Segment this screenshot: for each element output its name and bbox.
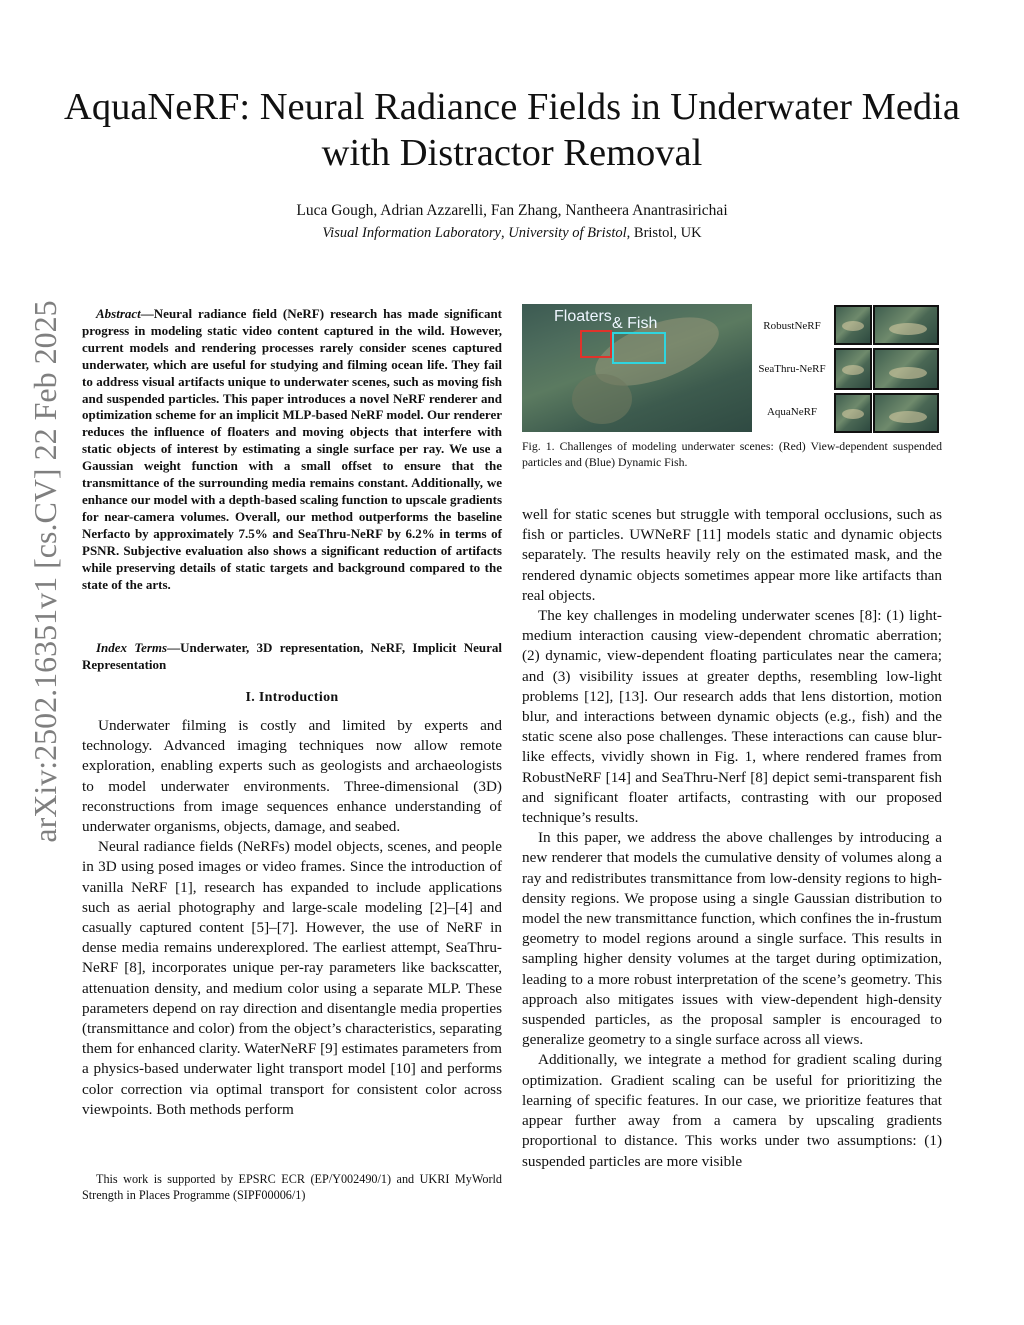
arxiv-stamp [15,0,75,952]
affiliation: Visual Information Laboratory, University of Bristol, Bristol, UK [322,225,702,241]
fish-shape [842,409,864,419]
thumbnail-floaters [834,393,872,433]
thumbnail-floaters [834,348,872,390]
funding-footnote: This work is supported by EPSRC ECR (EP/Y002490/1) and UKRI MyWorld Strength in Places Programme (SIPF00006/1) [82,1172,502,1202]
fish-shape [889,411,927,423]
fish-shape [842,321,864,331]
index-terms-label: Index Terms [96,640,168,655]
floaters-highlight-box [580,330,612,358]
intro-right-column [522,505,942,1172]
thumbnail-fish [873,348,939,390]
thumbnail-floaters [834,305,872,345]
index-terms [82,640,502,674]
fish-shape [842,365,864,375]
thumbnail-fish [873,305,939,345]
figure-row-label: SeaThru-NeRF [758,363,826,375]
paragraph: In this paper, we address the above challenges by introducing a new renderer that models the cumulative density of volumes along a ray and redistributes transmittance from low-density regions to high-density regions. We propose using a single Gaussian distribution to model the new transmittance function, which confines the in-frustum geometry to model regions around a single surface. This results in sampling higher density volumes at the target during optimization, leading to a more robust interpretation of the scene’s geometry. This approach also mitigates issues with view-dependent high-density suspended particles, as the proposal sampler is encouraged to generalize geometry to a single surface across all views. [522,829,942,1049]
figure-row-label: AquaNeRF [766,406,818,418]
figure-row-label: RobustNeRF [763,320,821,332]
paper-title: AquaNeRF: Neural Radiance Fields in Underwater Media with Distractor Removal [64,86,960,174]
abstract-label: Abstract [96,306,141,321]
arxiv-id: arXiv:2502.16351v1 [cs.CV] 22 Feb 2025 [27,300,63,843]
coral-shape [572,374,632,424]
paragraph: Neural radiance fields (NeRFs) model objects, scenes, and people in 3D using posed images or video frames. Since the introduction of vanilla NeRF [1], research has expanded to include applications such as aerial photography and large-scale modeling [2]–[4] and casually captured content [5]–[7]. However, the use of NeRF in dense media remains underexplored. The earliest attempt, SeaThru-NeRF [8], incorporates unique per-ray parameters like backscatter, attenuation density, and medium color using a separate MLP. These parameters depend on ray direction and disentangle media properties (transmittance and color) from the object’s characteristics, separating them for enhanced clarity. WaterNeRF [9] estimates parameters from a physics-based underwater light transport model [10] and performs color correction via optimal transport for consistent color across viewpoints. Both methods perform [82,838,503,1118]
paragraph: Underwater filming is costly and limited by experts and technology. Advanced imaging techniques now allow remote exploration, enabling experts such as geologists and archaeologists to model underwater environments. Three-dimensional (3D) reconstructions from image sequences enhance understanding of underwater organisms, objects, damage, and seabed. [82,717,502,836]
fish-label: & Fish [612,315,658,332]
abstract [82,306,502,593]
thumbnail-fish [873,393,939,433]
affiliation-university: University of Bristol [508,225,627,241]
paragraph: Additionally, we integrate a method for gradient scaling during optimization. Gradient scaling can be useful for prioritizing the learning of specific features. In our case, we prioritize features that appear further away from a camera by upscaling gradients proportional to distance. This works under two assumptions: (1) suspended particles are more visible [522,1051,942,1170]
index-terms-text: —Underwater, 3D representation, NeRF, Implicit Neural Representation [82,640,502,672]
floaters-label: Floaters [554,308,612,325]
author-list: Luca Gough, Adrian Azzarelli, Fan Zhang, Nantheera Anantrasirichai [296,202,728,219]
abstract-text: —Neural radiance field (NeRF) research has made significant progress in modeling static video content captured in the wild. However, current models and rendering processes rarely consider scenes captured underwater, which are useful for studying and filming ocean life. They fail to address visual artifacts unique to underwater scenes, such as moving fish and suspended particles. This paper introduces a novel NeRF renderer and optimization scheme for an implicit MLP-based NeRF model. Our renderer reduces the influence of floaters and moving objects that interfere with static objects of interest by estimating a single surface per ray. We use a Gaussian weight function with a small offset to ensure that the transmittance of the surrounding media remains constant. Additionally, we enhance our model with a depth-based scaling function to upscale gradients for near-camera volumes. Overall, our method outperforms the baseline Nerfacto by approximately 7.5% and SeaThru-NeRF by 6.2% in terms of PSNR. Subjective evaluation also shows a significant reduction of artifacts while preserving details of static targets and background compared to the state of the arts. [82,306,502,592]
paragraph: The key challenges in modeling underwater scenes [8]: (1) light-medium interaction causing view-dependent chromatic aberration; (2) dynamic, view-dependent floating particulates near the camera; and (3) visibility issues at greater depths, resembling low-light problems [12], [13]. Our research adds that lens distortion, motion blur, and interactions between dynamic objects (e.g., fish) and the static scene also pose challenges. These interactions can cause blur-like effects, vividly shown in Fig. 1, where rendered frames from RobustNeRF [14] and SeaThru-Nerf [8] depict semi-transparent fish and significant floater artifacts, contrasting with our proposed technique’s results. [522,607,942,827]
fish-shape [889,323,927,335]
affiliation-location: , Bristol, UK [626,225,702,241]
fish-shape [889,367,927,379]
figure-main-image [522,304,752,432]
fish-highlight-box [612,332,666,364]
section-heading-introduction: I. Introduction [245,690,339,705]
paragraph: well for static scenes but struggle with temporal occlusions, such as fish or particles. UWNeRF [11] models static and dynamic objects separately. The results heavily rely on the estimated mask, and the rendered dynamic objects sometimes appear more like artifacts than real objects. [522,506,942,604]
figure-caption: Fig. 1. Challenges of modeling underwater scenes: (Red) View-dependent suspended particles and (Blue) Dynamic Fish. [522,439,942,469]
affiliation-lab: Visual Information Laboratory [322,225,501,241]
intro-left-column [82,716,502,1120]
